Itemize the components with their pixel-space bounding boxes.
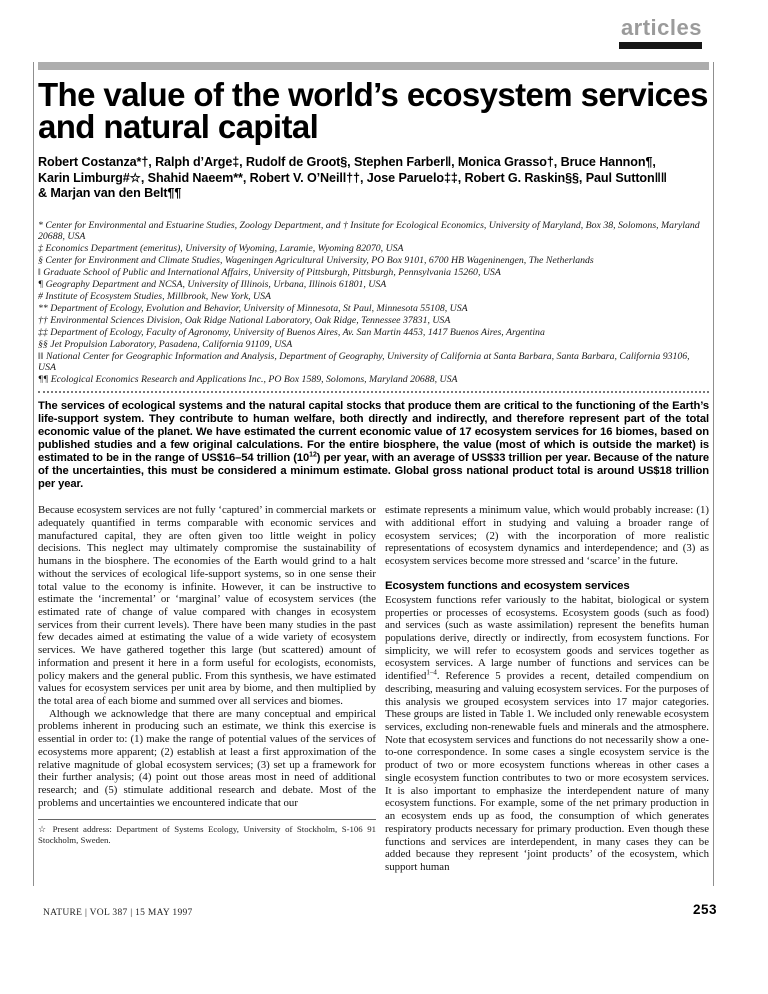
articles-section-label: articles <box>620 15 702 40</box>
affiliation: # Institute of Ecosystem Studies, Millbrook, New York, USA <box>38 291 272 302</box>
footnote-rule <box>38 819 376 820</box>
affiliation: § Center for Environment and Climate Studies, Wageningen Agricultural University, PO Box 9101, 6700 HB Wageninengen, The Netherlands <box>38 255 594 267</box>
journal-citation: NATURE | VOL 387 | 15 MAY 1997 <box>43 908 193 918</box>
top-accent-bar <box>38 62 709 70</box>
paragraph: estimate represents a minimum value, which would probably increase: (1) with additional effort in studying and valuing a broader range of ecosystem services; (2) with the incorporation of more realistic representations of ecosystem dynamics and interdependence; and (3) as ecosystem services become more stressed and ‘scarce’ in the future. <box>385 504 709 568</box>
paragraph: Because ecosystem services are not fully ‘captured’ in commercial markets or adequately quantified in terms comparable with economic services and manufactured capital, they are often given too little weight in policy decisions. This neglect may ultimately compromise the sustainability of humans in the biosphere. The economies of the Earth would grind to a halt without the services of ecological life-support systems, so in one sense their total value to the economy is infinite. However, it can be instructive to estimate the ‘incremental’ or ‘marginal’ value of ecosystem services (the estimated rate of change of value compared with changes in ecosystem services from their current levels). There have been many studies in the past few decades aimed at estimating the value of a wide variety of ecosystem services. We have gathered together this large (but scattered) amount of information and present it here in a form useful for ecologists, economists, policy makers and the general public. From this synthesis, we have estimated values for ecosystem services per unit area by biome, and then multiplied by the total area of each biome and summed over all services and biomes. <box>38 504 376 708</box>
present-address-footnote: ☆ Present address: Department of Systems Ecology, University of Stockholm, S-106 91 Stockholm, Sweden. <box>38 823 376 845</box>
masthead <box>619 17 702 49</box>
body-right-column <box>385 504 709 873</box>
author-line: & Marjan van den Belt¶¶ <box>38 186 182 201</box>
body-columns <box>38 504 709 873</box>
reference-superscript: 1–4 <box>426 668 437 677</box>
abstract-text: The services of ecological systems and the natural capital stocks that produce them are critical to the functioning of the Earth’s life-support system. They contribute to human welfare, both directly and indirectly, and therefore represent part of the total economic value of the planet. We have estimated the current economic value of 17 ecosystem services for 16 biomes, based on published studies and a few original calculations. For the entire biosphere, the value (most of which is outside the market) is estimated to be in the range of US$16–54 trillion (10 <box>38 400 709 465</box>
author-line: Karin Limburg#☆, Shahid Naeem**, Robert V. O’Neill††, Jose Paruelo‡‡, Robert G. Raskin§§, Paul Sutton‖‖ <box>38 170 667 185</box>
affiliation: ¶ Geography Department and NCSA, University of Illinois, Urbana, Illinois 61801, USA <box>38 279 387 291</box>
affiliation: * Center for Environmental and Estuarine Studies, Zoology Department, and † Insitute for Ecological Economics, University of Maryland, Box 38, Solomons, Maryland 20688, USA <box>38 219 700 243</box>
affiliation: ‖‖ National Center for Geographic Information and Analysis, Department of Geography, University of California at Santa Barbara, Santa Barbara, California 93106, USA <box>38 350 690 374</box>
article-frame <box>33 62 714 886</box>
section-heading: Ecosystem functions and ecosystem services <box>385 579 630 592</box>
page-number: 253 <box>692 902 717 917</box>
abstract-text: ) per year, with an average of US$33 trillion per year. Because of the nature of the uncertainties, this must be considered a minimum estimate. Global gross national product total is around US$18 trillion per year. <box>38 452 709 491</box>
author-list <box>38 155 709 201</box>
paragraph-text: Ecosystem functions refer variously to the habitat, biological or system properties or processes of ecosystems. Ecosystem goods (such as food) and services (such as waste assimilation) represent the benefits human populations derive, directly or indirectly, from ecosystem functions. For simplicity, we will refer to ecosystem goods and services together as ecosystem services. A large number of functions and services can be identified <box>385 593 709 683</box>
affiliation: ‡‡ Department of Ecology, Faculty of Agronomy, University of Buenos Aires, Av. San Martin 4453, 1417 Buenos Aires, Argentina <box>38 326 545 338</box>
paragraph: Although we acknowledge that there are many conceptual and empirical problems inherent in producing such an estimate, we think this exercise is essential in order to: (1) make the range of potential values of the services of ecosystems more apparent; (2) establish at least a first approximation of the relative magnitude of global ecosystem services; (3) set up a framework for their further analysis; (4) point out those areas most in need of additional research; and (5) stimulate additional research and debate. Most of the problems and uncertainties we encountered indicate that our <box>38 707 376 809</box>
page-title: The value of the world’s ecosystem services and natural capital <box>38 76 708 145</box>
articles-underline-bar <box>619 42 702 49</box>
paragraph-text: . Reference 5 provides a recent, detailed compendium on describing, measuring and valuing ecosystem services. For the purposes of this analysis we grouped ecosystem services into 17 major categories. These groups are listed in Table 1. We included only renewable ecosystem services, excluding non-renewable fuels and minerals and the atmosphere. Note that ecosystem services and functions do not necessarily show a one-to-one correspondence. In some cases a single ecosystem service is the product of two or more ecosystem functions whereas in other cases a single ecosystem function contributes to two or more ecosystem services. It is also important to emphasize the interdependent nature of many ecosystem functions. For example, some of the net primary production in an ecosystem ends up as food, the consumption of which generates respiratory products necessary for primary production. Even though these functions and services are interdependent, in many cases they can be added because they represent ‘joint products’ of the ecosystem, which support human <box>385 670 709 873</box>
affiliation: ‖ Graduate School of Public and International Affairs, University of Pittsburgh, Pittsburgh, Pennsylvania 15260, USA <box>38 267 501 279</box>
footnote-block <box>38 819 376 846</box>
author-line: Robert Costanza*†, Ralph d’Arge‡, Rudolf de Groot§, Stephen Farber‖, Monica Grasso†, Bruce Hannon¶, <box>38 155 656 170</box>
body-left-column <box>38 504 376 873</box>
abstract-superscript: 12 <box>309 451 317 459</box>
abstract <box>38 400 709 491</box>
affiliation: §§ Jet Propulsion Laboratory, Pasadena, California 91109, USA <box>38 338 293 350</box>
affiliation-list <box>38 220 709 387</box>
affiliation: ** Department of Ecology, Evolution and Behavior, University of Minnesota, St Paul, Minnesota 55108, USA <box>38 302 468 314</box>
affiliation: ‡ Economics Department (emeritus), University of Wyoming, Laramie, Wyoming 82070, USA <box>38 243 404 255</box>
dotted-divider <box>38 391 709 393</box>
affiliation: †† Environmental Sciences Division, Oak Ridge National Laboratory, Oak Ridge, Tennessee 37831, USA <box>38 314 451 326</box>
paragraph <box>385 594 709 874</box>
affiliation: ¶¶ Ecological Economics Research and Applications Inc., PO Box 1589, Solomons, Maryland 20688, USA <box>38 374 458 386</box>
